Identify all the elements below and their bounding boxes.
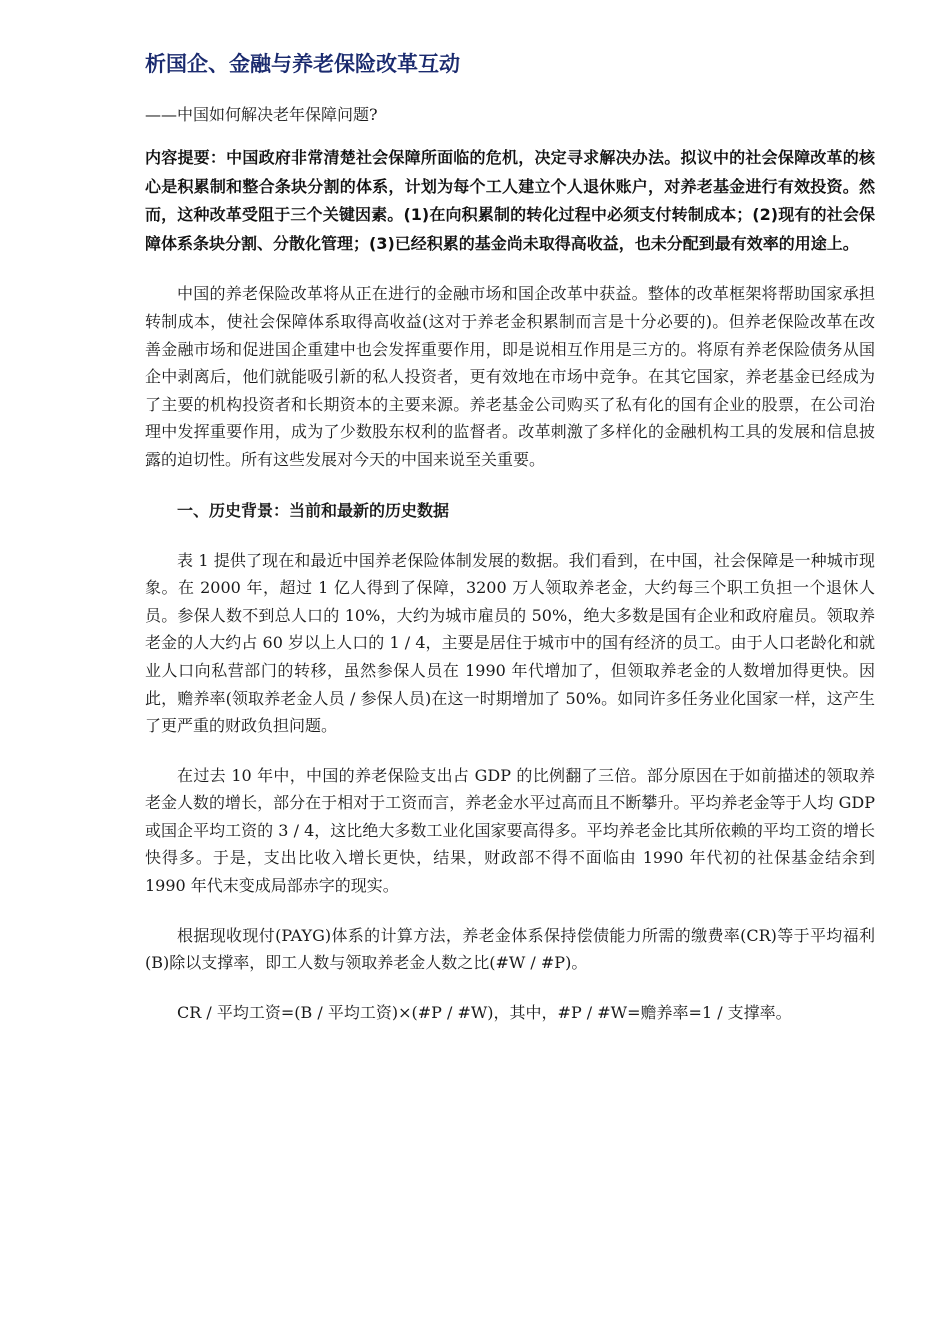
body-paragraph-2: 表 1 提供了现在和最近中国养老保险体制发展的数据。我们看到，在中国，社会保障是一种城市现象。在 2000 年，超过 1 亿人得到了保障，3200 万人领取养老金，大约每三个职工负担一个退休人员。参保人数不到总人口的 10%，大约为城市雇员的 50%，绝大多数是国有企业和政府雇员。领取养老金的人大约占 60 岁以上人口的 1 / 4，主要是居住于城市中的国有经济的员工。由于人口老龄化和就业人口向私营部门的转移，虽然参保人员在 1990 年代增加了，但领取养老金的人数增加得更快。因此，赡养率(领取养老金人员 / 参保人员)在这一时期增加了 50%。如同许多任务业化国家一样，这产生了更严重的财政负担问题。 bbox=[145, 550, 875, 736]
body-paragraph-1: 中国的养老保险改革将从正在进行的金融市场和国企改革中获益。整体的改革框架将帮助国家承担转制成本，使社会保障体系取得高收益(这对于养老金积累制而言是十分必要的)。但养老保险改革在改善金融市场和促进国企重建中也会发挥重要作用，即是说相互作用是三方的。将原有养老保险债务从国企中剥离后，他们就能吸引新的私人投资者，更有效地在市场中竞争。在其它国家，养老基金已经成为了主要的机构投资者和长期资本的主要来源。养老基金公司购买了私有化的国有企业的股票，在公司治理中发挥重要作用，成为了少数股东权利的监督者。改革刺激了多样化的金融机构工具的发展和信息披露的迫切性。所有这些发展对今天的中国来说至关重要。 bbox=[145, 284, 875, 469]
body-paragraph-4: 根据现收现付(PAYG)体系的计算方法，养老金体系保持偿债能力所需的缴费率(CR)等于平均福利(B)除以支撑率，即工人数与领取养老金人数之比(#W / #P)。 bbox=[145, 925, 875, 973]
formula-paragraph: CR / 平均工资=(B / 平均工资)×(#P / #W)，其中，#P / #W=赡养率=1 / 支撑率。 bbox=[177, 1002, 792, 1022]
section-heading: 一、历史背景：当前和最新的历史数据 bbox=[177, 500, 450, 520]
document-title: 析国企、金融与养老保险改革互动 bbox=[145, 52, 460, 76]
body-paragraph-3: 在过去 10 年中，中国的养老保险支出占 GDP 的比例翻了三倍。部分原因在于如前描述的领取养老金人数的增长，部分在于相对于工资而言，养老金水平过高而且不断攀升。平均养老金等于人均 GDP 或国企平均工资的 3 / 4，这比绝大多数工业化国家要高得多。平均养老金比其所依赖的平均工资的增长快得多。于是，支出比收入增长更快，结果，财政部不得不面临由 1990 年代初的社保基金结余到 1990 年代末变成局部赤字的现实。 bbox=[145, 765, 875, 896]
abstract-paragraph: 内容提要：中国政府非常清楚社会保障所面临的危机，决定寻求解决办法。拟议中的社会保障改革的核心是积累制和整合条块分割的体系，计划为每个工人建立个人退休账户，对养老基金进行有效投资。然而，这种改革受阻于三个关键因素。(1)在向积累制的转化过程中必须支付转制成本；(2)现有的社会保障体系条块分割、分散化管理；(3)已经积累的基金尚未取得高收益，也未分配到最有效率的用途上。 bbox=[145, 148, 875, 253]
document-subtitle: ——中国如何解决老年保障问题? bbox=[145, 105, 378, 124]
document-page bbox=[145, 48, 875, 1026]
